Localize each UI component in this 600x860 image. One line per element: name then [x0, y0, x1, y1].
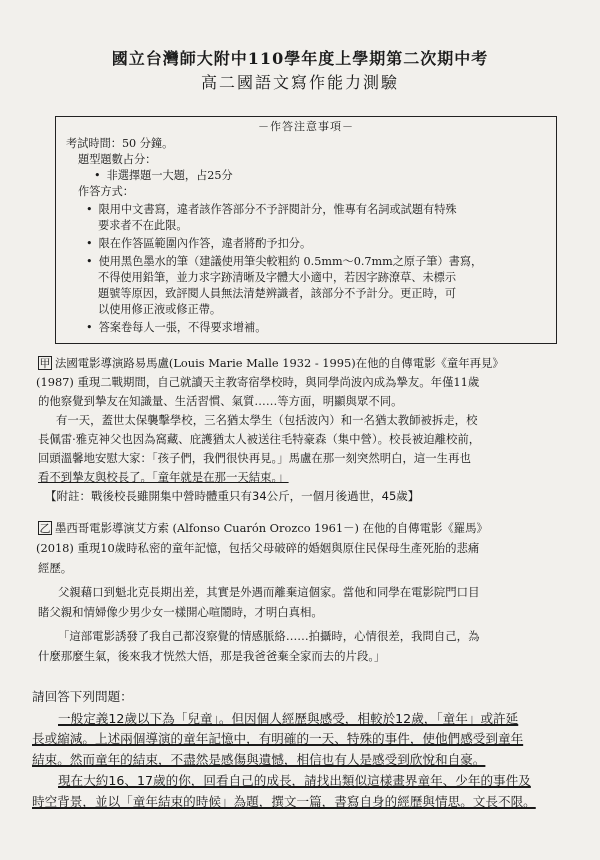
notice-line: 題號等原因，致評閱人員無法清楚辨識者，該部分不予計分。更正時，可	[98, 287, 457, 300]
passage-b-line: 乙 墨西哥電影導演艾方索 (Alfonso Cuarón Orozco 1961－) 在他的自傳電影《羅馬》	[39, 521, 488, 535]
passage-a-line: 的他察覺到摯友在知識量、生活習慣、氣質……等方面，明顯與眾不同。	[38, 394, 403, 408]
passage-b-mark: 乙	[39, 522, 51, 535]
notice-line: 考試時間：50 分鐘。	[66, 137, 174, 150]
notice-line: 要求者不在此限。	[98, 219, 188, 232]
passage-b-line: 父親藉口到魁北克長期出差，其實是外遇而離棄這個家。當他和同學在電影院門口目	[58, 585, 480, 599]
notice-line: • 答案卷每人一張，不得要求增補。	[86, 321, 266, 335]
passage-a-line: 回頭溫馨地安慰大家：「孩子們，我們很快再見。」馬盧在那一刻突然明白，這一生再也	[38, 451, 471, 465]
notice-line: • 非選擇題一大題，占25分	[94, 169, 233, 183]
passage-b-line: 睹父親和情婦像少男少女一樣開心喧鬧時，才明白真相。	[38, 605, 323, 619]
notice-line: 不得使用鉛筆，並力求字跡清晰及字體大小適中，若因字跡潦草、未標示	[98, 271, 457, 284]
notice-line: • 限用中文書寫，違者該作答部分不予評閱計分，惟專有名詞或試題有特殊	[86, 203, 457, 217]
exam-title: 國立台灣師大附中110學年度上學期第二次期中考	[111, 49, 489, 68]
notice-line: 作答方式：	[78, 185, 134, 198]
passage-a-footnote: 【附註：戰後校長雖開集中營時體重只有34公斤，一個月後過世，45歲】	[45, 489, 420, 503]
notice-line: 以使用修正液或修正帶。	[98, 303, 222, 316]
question-line: 長或縮減。上述兩個導演的童年記憶中，有明確的一天、特殊的事件，使他們感受到童年	[32, 731, 524, 746]
passage-b-line: (2018) 重現10歲時私密的童年記憶，包括父母破碎的婚姻與原住民保母生產死胎的悲痛	[36, 541, 480, 555]
passage-b-line: 什麼那麼生氣，後來我才恍然大悟，那是我爸爸棄全家而去的片段。」	[38, 649, 386, 663]
question-line: 時空背景，並以「童年結束的時候」為題，撰文一篇，書寫自身的經歷與情思。文長不限。	[32, 794, 536, 809]
passage-a-line: 甲 法國電影導演路易馬盧(Louis Marie Malle 1932 - 1995)在他的自傳電影《童年再見》	[39, 356, 504, 370]
notice-line: • 限在作答區範圍內作答，違者將酌予扣分。	[86, 237, 311, 251]
passage-a-line: (1987) 重現二戰期間，自己就讀天主教寄宿學校時，與同學尚波內成為摯友。年僅11歲	[36, 375, 480, 389]
passage-a-line: 看不到摯友與校長了。「童年就是在那一天結束。」	[38, 470, 289, 484]
question-line: 現在大約16、17歲的你，回看自己的成長，請找出類似這樣畫界童年、少年的事件及	[58, 773, 531, 788]
passage-a-line: 有一天，蓋世太保襲擊學校，三名猶太學生（包括波內）和一名猶太教師被拆走，校	[56, 413, 478, 427]
passage-b-line: 經歷。	[38, 561, 73, 575]
question-intro: 請回答下列問題：	[32, 689, 133, 704]
passage-b-line: 「這部電影誘發了我自己都沒察覺的情感脈絡……拍攝時，心情很差，我問自己，為	[58, 629, 480, 643]
passage-a-line: 長佩雷·雅克神父也因為窩藏、庇護猶太人被送往毛特豪森（集中營）。校長被迫離校前，	[38, 432, 481, 446]
passage-a-mark: 甲	[39, 357, 51, 370]
notice-line: 題型題數占分：	[78, 153, 157, 166]
instructions-heading: －作答注意事項－	[258, 120, 354, 133]
notice-line: • 使用黑色墨水的筆（建議使用筆尖較粗約 0.5mm～0.7mm之原子筆）書寫，	[86, 255, 482, 269]
instructions-box	[55, 116, 557, 344]
question-line: 結束。然而童年的結束，不盡然是感傷與遺憾，相信也有人是感受到欣悅和自豪。	[32, 752, 486, 767]
exam-subtitle: 高二國語文寫作能力測驗	[200, 73, 399, 92]
question-line: 一般定義12歲以下為「兒童」。但因個人經歷與感受，相較於12歲，「童年」或許延	[58, 711, 519, 726]
